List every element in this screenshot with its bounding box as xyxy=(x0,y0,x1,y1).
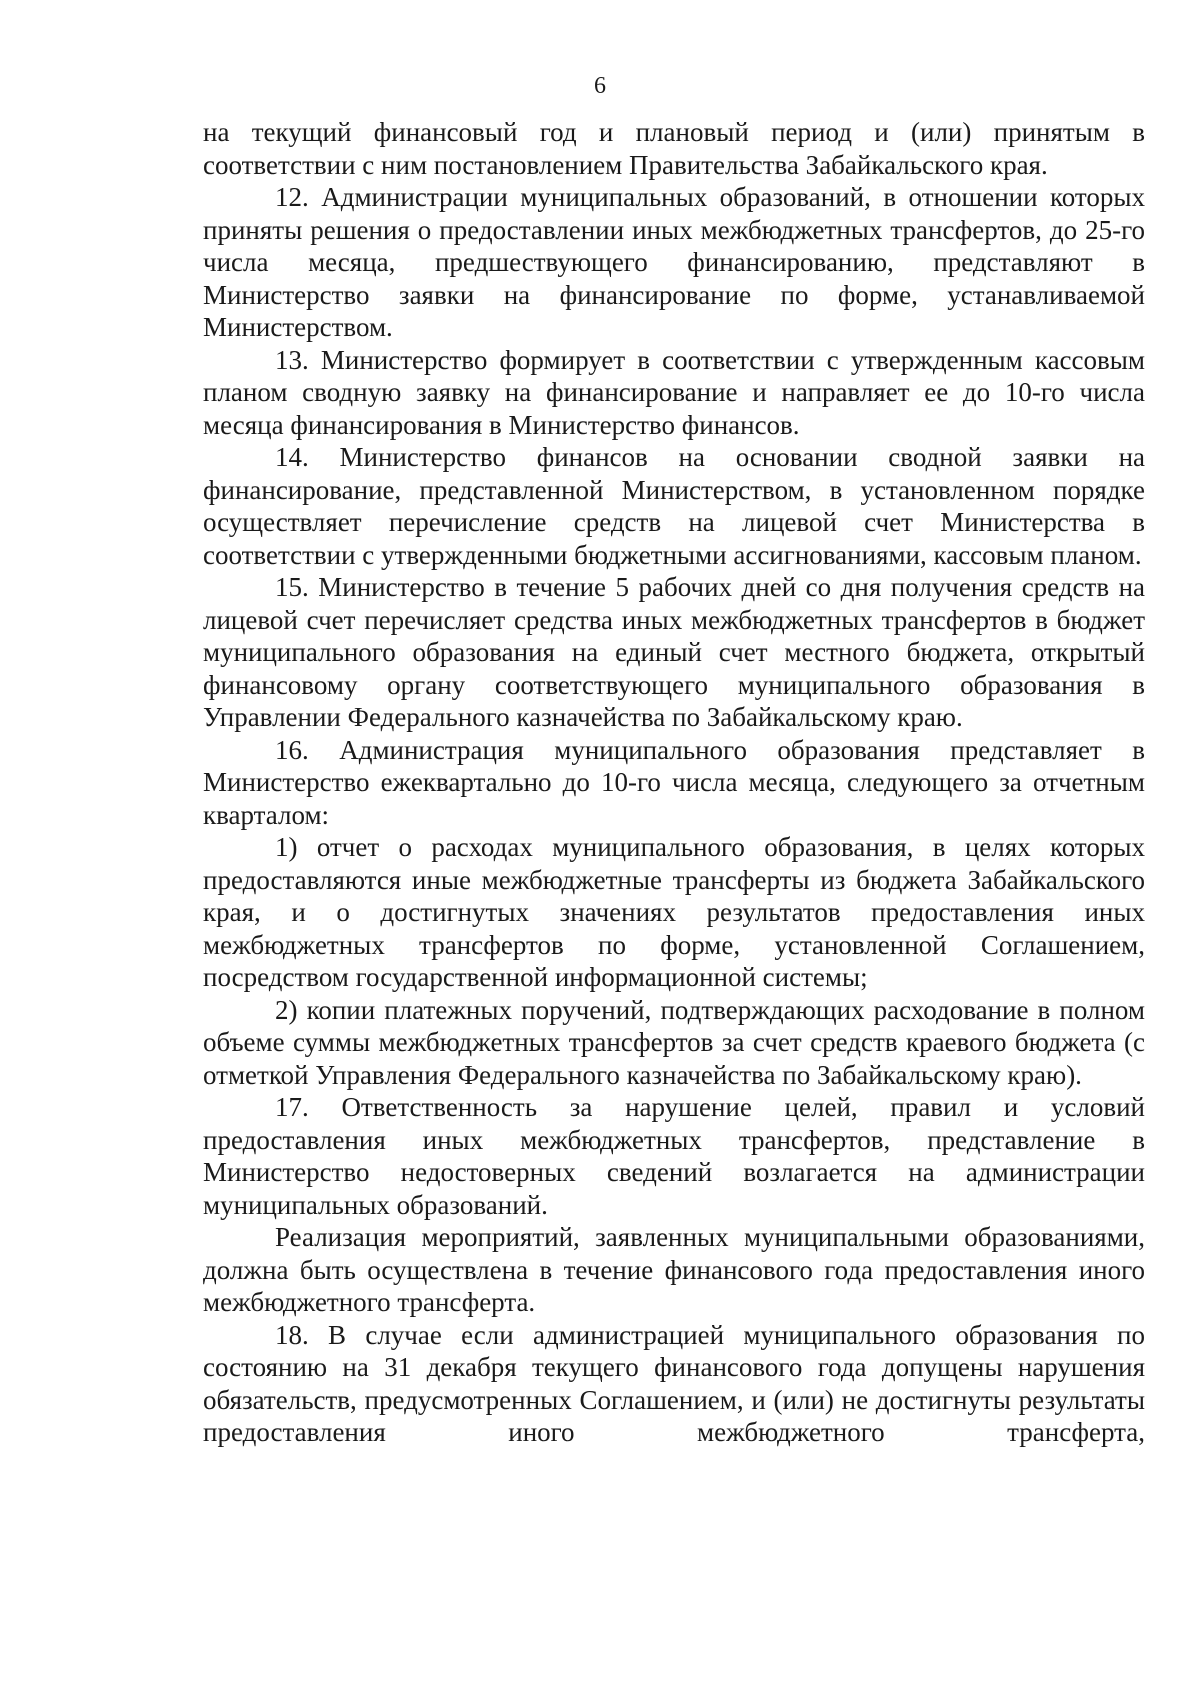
paragraph-subitem-1: 1) отчет о расходах муниципального образования, в целях которых предоставляются иные межбюджетные трансферты из бюджета Забайкальского края, и о достигнутых значениях результатов предоставления иных межбюджетных трансфертов по форме, установленной Соглашением, посредством государственной информационной системы; xyxy=(203,832,1145,992)
paragraph-item-17: 17. Ответственность за нарушение целей, правил и условий предоставления иных межбюджетных трансфертов, представление в Министерство недостоверных сведений возлагается на администрации муниципальных образований. xyxy=(203,1092,1145,1220)
paragraph-item-16: 16. Администрация муниципального образования представляет в Министерство ежеквартально до 10-го числа месяца, следующего за отчетным кварталом: xyxy=(203,734,1145,830)
paragraph-continuation: на текущий финансовый год и плановый период и (или) принятым в соответствии с ним постановлением Правительства Забайкальского края. xyxy=(203,117,1145,180)
paragraph-item-14: 14. Министерство финансов на основании сводной заявки на финансирование, представленной Министерством, в установленном порядке осуществляет перечисление средств на лицевой счет Министерства в соответствии с утвержденными бюджетными ассигнованиями, кассовым планом. xyxy=(203,442,1145,570)
paragraph-item-15: 15. Министерство в течение 5 рабочих дней со дня получения средств на лицевой счет перечисляет средства иных межбюджетных трансфертов в бюджет муниципального образования на единый счет местного бюджета, открытый финансовому органу соответствующего муниципального образования в Управлении Федерального казначейства по Забайкальскому краю. xyxy=(203,572,1145,732)
document-body xyxy=(203,116,1145,1449)
paragraph-implementation: Реализация мероприятий, заявленных муниципальными образованиями, должна быть осуществлена в течение финансового года предоставления иного межбюджетного трансферта. xyxy=(203,1222,1145,1317)
paragraph-subitem-2: 2) копии платежных поручений, подтверждающих расходование в полном объеме суммы межбюджетных трансфертов за счет средств краевого бюджета (с отметкой Управления Федерального казначейства по Забайкальскому краю). xyxy=(203,994,1145,1090)
page-number: 6 xyxy=(594,73,606,99)
paragraph-item-13: 13. Министерство формирует в соответствии с утвержденным кассовым планом сводную заявку на финансирование и направляет ее до 10-го числа месяца финансирования в Министерство финансов. xyxy=(203,344,1145,440)
paragraph-item-18: 18. В случае если администрацией муниципального образования по состоянию на 31 декабря текущего финансового года допущены нарушения обязательств, предусмотренных Соглашением, и (или) не достигнуты результаты предоставления иного межбюджетного трансферта, xyxy=(203,1319,1145,1447)
paragraph-item-12: 12. Администрации муниципальных образований, в отношении которых приняты решения о предоставлении иных межбюджетных трансфертов, до 25-го числа месяца, предшествующего финансированию, представляют в Министерство заявки на финансирование по форме, устанавливаемой Министерством. xyxy=(203,182,1145,342)
